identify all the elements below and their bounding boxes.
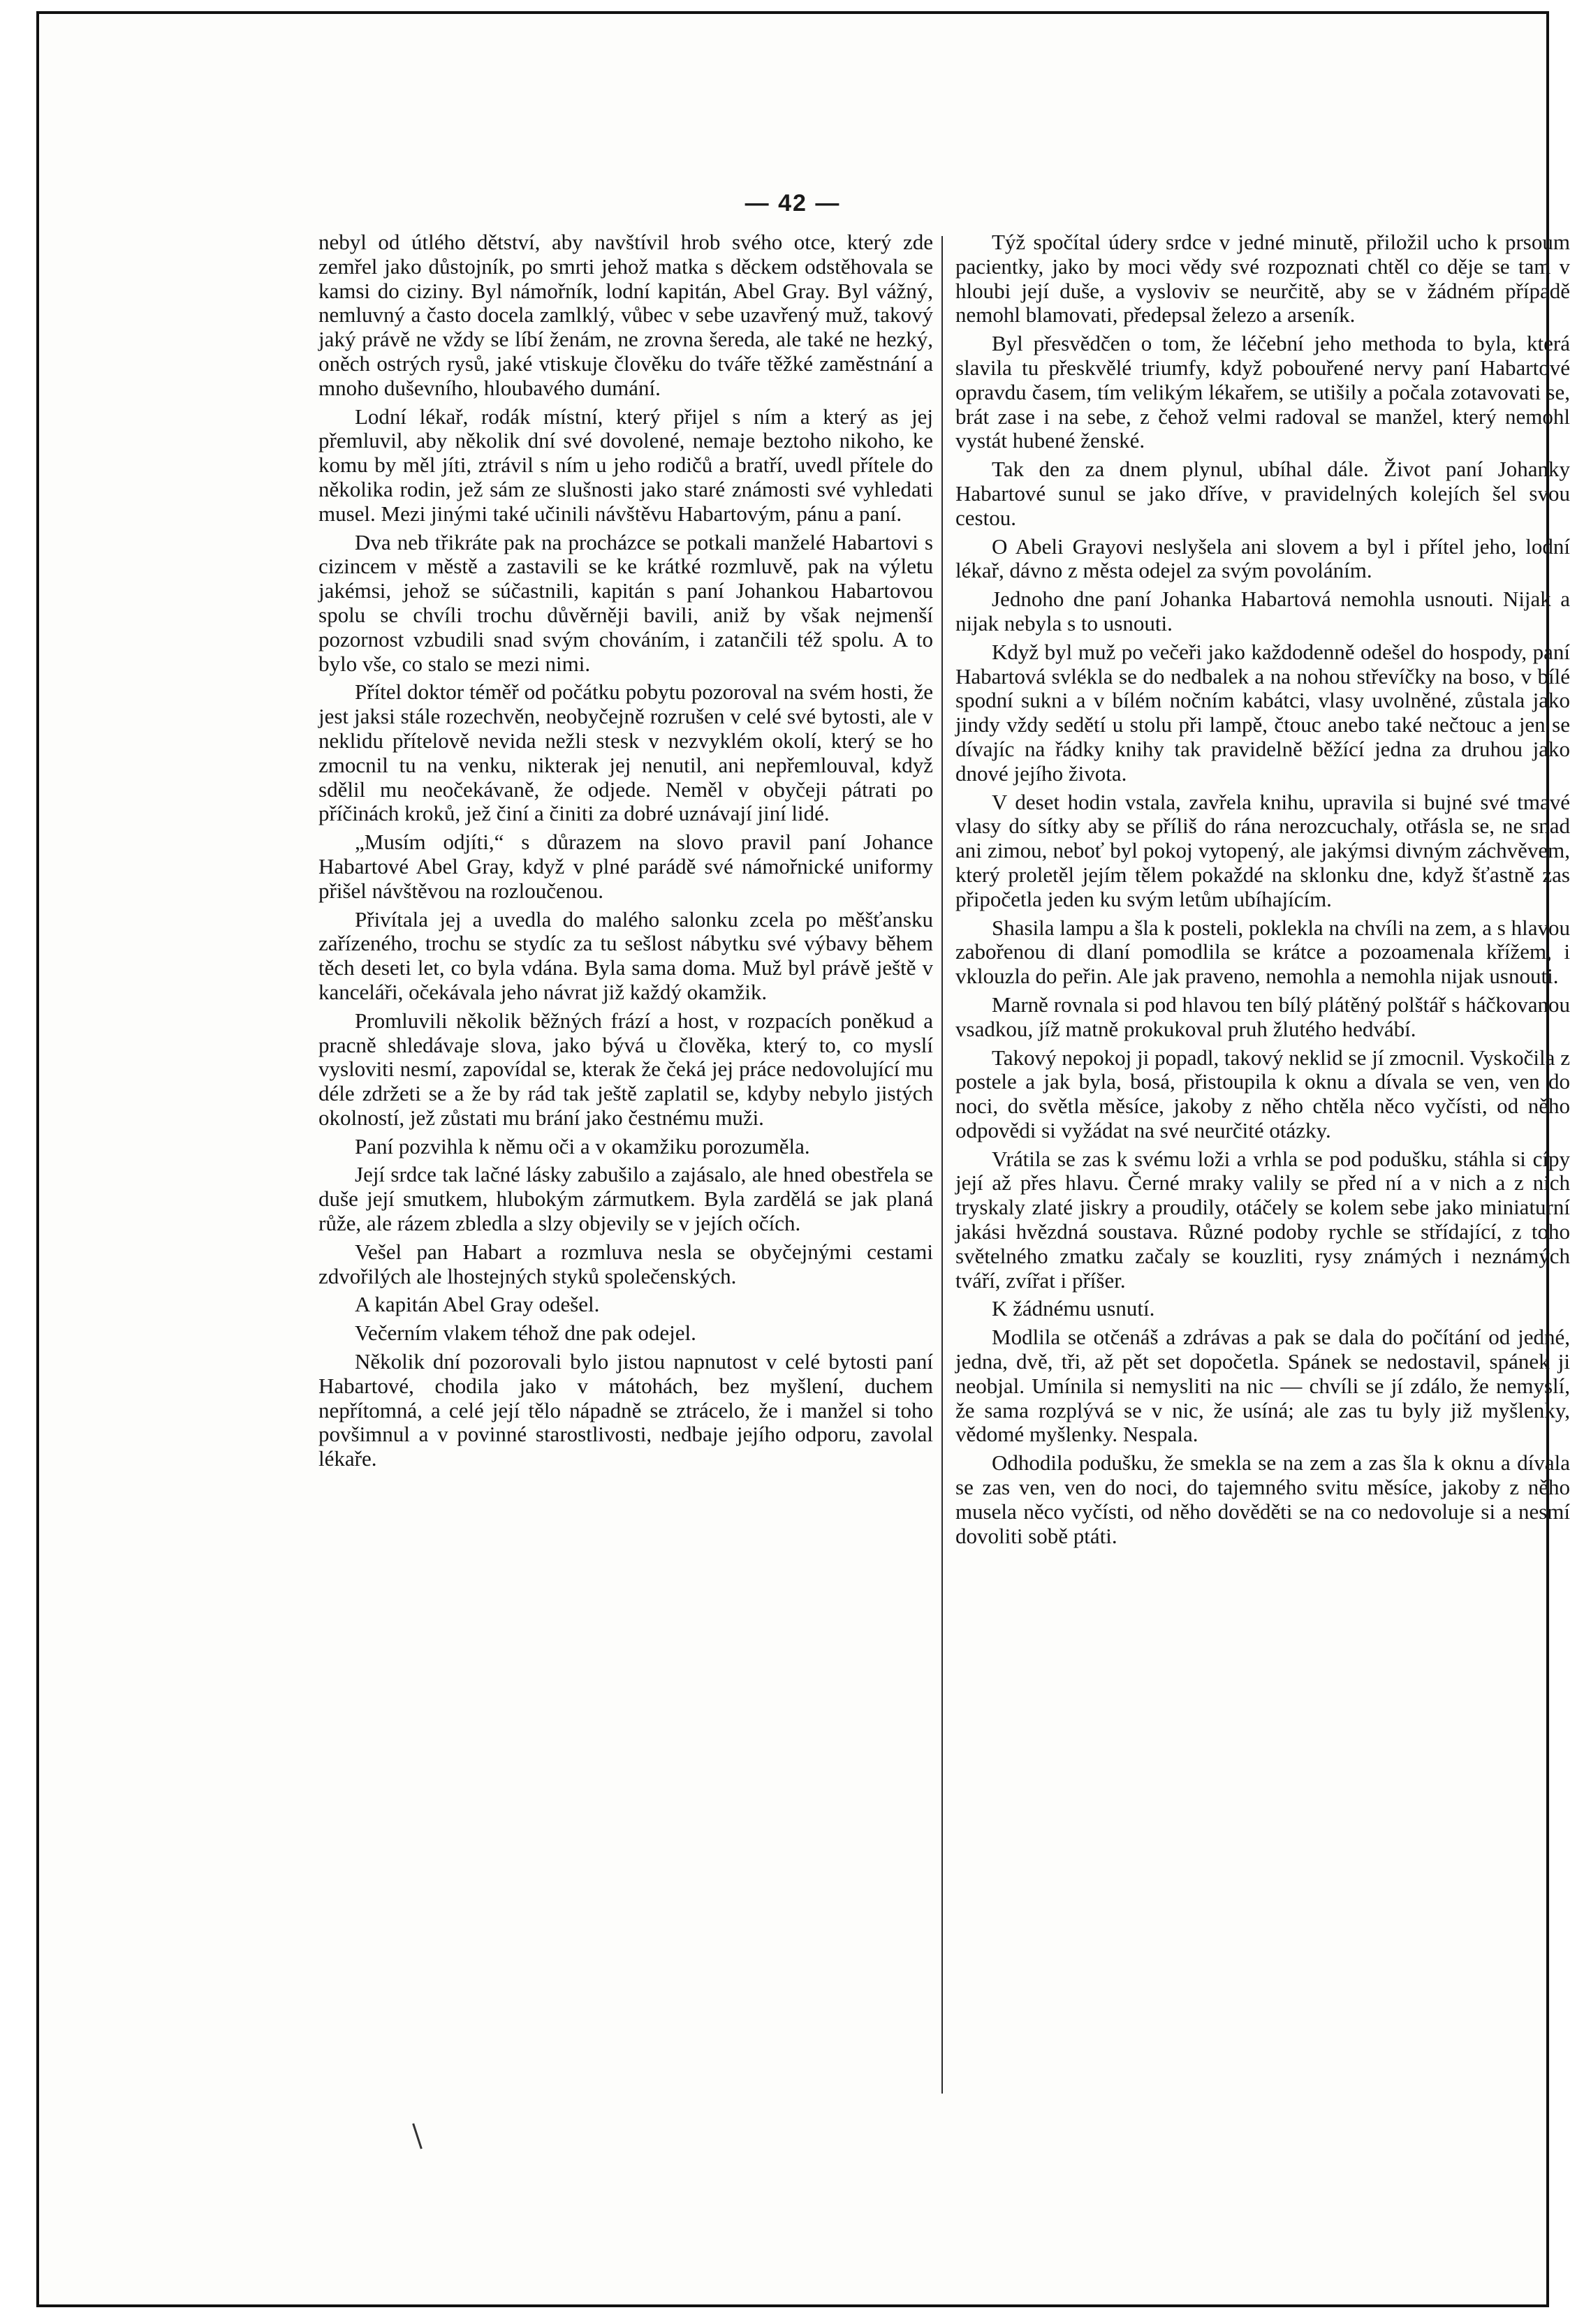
paragraph: A kapitán Abel Gray odešel. [355,1292,600,1317]
paragraph: nebyl od útlého dětství, aby navštívil hrob svého otce, který zde zemřel jako důstojník, po smrti jehož matka s děckem odstěhovala se kamsi do ciziny. Byl námořník, lodní kapitán, Abel Gray. Byl vážný, nemluvný a často docela zamlklý, vůbec v sebe uzavřený muž, takový jaký právě ne vždy se líbí ženám, ne zrovna šereda, ale také ne hezký, oněch ostrých rysů, jaké vtiskuje člověku do tváře těžké zaměstnání a mnoho duševního, hloubavého dumání. [318,230,933,400]
paragraph: Jednoho dne paní Johanka Habartová nemohla usnouti. Nijak a nijak nebyla s to usnouti. [955,587,1570,635]
paragraph: „Musím odjíti,“ s důrazem na slovo pravil paní Johance Habartové Abel Gray, když v plné parádě své námořnické uniformy přišel návštěvou na rozloučenou. [318,830,933,903]
paragraph: Odhodila podušku, že smekla se na zem a zas šla k oknu a dívala se zas ven, ven do noci, do tajemného svitu měsíce, jakoby z něho musela něco vyčísti, od něho dověděti se na co nedovoluje si a nesmí dovoliti sobě ptáti. [955,1450,1570,1548]
paragraph: Týž spočítal údery srdce v jedné minutě, přiložil ucho k prsoum pacientky, jako by moci vědy své rozpoznati chtěl co děje se tam v hloubi její duše, a vysloviv se neurčitě, aby se v žádném případě nemohl blamovati, předepsal železo a arseník. [955,230,1570,328]
paragraph: Paní pozvihla k němu oči a v okamžiku porozuměla. [355,1133,810,1159]
paragraph: Vrátila se zas k svému loži a vrhla se pod podušku, stáhla si cípy její až přes hlavu. Černé mraky valily se před ní a v nich a z nich tryskaly zlaté jiskry a proudily, otáčely se kolem sebe jako miniaturní jakási hvězdná soustava. Různé podoby rychle se střídající, z toho světelného zmatku začaly se kouzliti, rysy známých i neznámých tváří, zvířat i příšer. [955,1146,1570,1293]
paragraph: Její srdce tak lačné lásky zabušilo a zajásalo, ale hned obestřela se duše její smutkem, hlubokým zármutkem. Byla zardělá se jak planá růže, ale rázem zbledla a slzy objevily se v jejích očích. [318,1162,933,1236]
newspaper-page [36,11,1570,2307]
paragraph: Modlila se otčenáš a zdrávas a pak se dala do počítání od jedné, jedna, dvě, tři, až pět set dopočetla. Spánek se nedostavil, spánek ji neobjal. Umínila si nemysliti na nic — chvíli se jí zdálo, že nemyslí, že sama rozplývá se v nic, že usíná; ale zas tu byly již myšlenky, vědomé myšlenky. Nespala. [955,1325,1570,1447]
paragraph: Vešel pan Habart a rozmluva nesla se obyčejnými cestami zdvořilých ale lhostejných styků společenských. [318,1239,933,1288]
paragraph: Večerním vlakem téhož dne pak odejel. [355,1321,696,1346]
left-column [318,230,933,2144]
right-column [955,230,1570,2102]
paragraph: Promluvili několik běžných frází a host, v rozpacích poněkud a pracně shledávaje slova, jako bývá u člověka, který to, co myslí vysloviti nesmí, zapovídal se, kterak že čeká jej práce nedovolující mu déle zdržeti se a že by rád tak ještě zaplatil se, kdyby nebylo jistých okolností, jež zůstati mu brání jako čestnému muži. [318,1008,933,1130]
paragraph: Tak den za dnem plynul, ubíhal dále. Život paní Johanky Habartové sunul se jako dříve, v pravidelných kolejích šel svou cestou. [955,457,1570,530]
paragraph: K žádnému usnutí. [992,1296,1155,1321]
paragraph: O Abeli Grayovi neslyšela ani slovem a byl i přítel jeho, lodní lékař, dávno z města odejel za svým povoláním. [955,534,1570,583]
paragraph: Byl přesvědčen o tom, že léčební jeho methoda to byla, která slavila tu přeskvělé triumfy, když pobouřené nervy paní Habartové opravdu časem, tím velikým lékařem, se utišily a počala zotavovati se, brát zase i na sebe, z čehož velmi radoval se manžel, který nemohl vystát hubené ženské. [955,331,1570,453]
paragraph: Marně rovnala si pod hlavou ten bílý plátěný polštář s háčkovanou vsadkou, jíž matně prokukoval pruh žlutého hedvábí. [955,992,1570,1041]
paragraph: Dva neb třikráte pak na procházce se potkali manželé Habartovi s cizincem v městě a zastavili se ke krátké rozmluvě, pak na výletu jakémsi, jehož se súčastnili, kapitán s paní Johankou Habartovou spolu se chvíli trochu důvěrněji bavili, aniž by však nejmenší pozornost vzbudili snad svým chováním, i zatančili též spolu. A to bylo vše, co stalo se mezi nimi. [318,529,933,676]
column-divider [941,236,943,2094]
paragraph: Přítel doktor téměř od počátku pobytu pozoroval na svém hosti, že jest jaksi stále rozechvěn, neobyčejně rozrušen v celé své bytosti, ale v neklidu přítelově nevida nežli stesk v nezvyklém okolí, který se ho zmocnil tu na venku, nikterak jej nenutil, ani nepřemlouval, když sdělil mu neočekávaně, že odjede. Neměl v obyčeji pátrati po příčinách kroků, jež činí a činiti za dobré uznávají jiní lidé. [318,679,933,826]
paragraph: V deset hodin vstala, zavřela knihu, upravila si bujné své tmavé vlasy do sítky aby se příliš do rána nerozcuchaly, otřásla se, ne snad ani zimou, neboť byl pokoj vytopený, ale jakýmsi divným záchvěvem, který proletěl jejím tělem pokaždé na sklonku dne, když šťastně zas připočetla jeden ku svým letům ubíhajícím. [955,789,1570,911]
paragraph: Lodní lékař, rodák místní, který přijel s ním a který as jej přemluvil, aby několik dní své dovolené, nemaje beztoho nikoho, ke komu by měl jíti, ztrávil s ním u jeho rodičů a bratří, uvedl přítele do několika rodin, jež sám ze slušnosti jako staré známosti své vyhledati musel. Mezi jinými také učinili návštěvu Habartovým, pánu a paní. [318,404,933,526]
page-number: — 42 — [745,190,841,216]
paragraph: Když byl muž po večeři jako každodenně odešel do hospody, paní Habartová svlékla se do nedbalek a na nohou střevíčky na boso, v bílé spodní sukni a v bílém nočním kabátci, vlasy uvolněné, zůstala jako jindy vždy sedětí u stolu při lampě, čtouc anebo také nečtouc a jen se dívajíc na řádky knihy tak pravidelně běžící jedna za druhou jako dnové jejího života. [955,639,1570,786]
paragraph: Několik dní pozorovali bylo jistou napnutost v celé bytosti paní Habartové, chodila jako v mátohách, bez myšlení, duchem nepřítomná, a celé její tělo nápadně se ztrácelo, že i manžel si toho povšimnul a v povinné starostlivosti, nedbaje jejího odporu, zavolal lékaře. [318,1349,933,1471]
paragraph: Takový nepokoj ji popadl, takový neklid se jí zmocnil. Vyskočila z postele a jak byla, bosá, přistoupila k oknu a dívala se ven, ven do noci, do světla měsíce, jakoby z něho chtěla něco vyčísti, od něho odpovědi si vyžádat na své neurčité otázky. [955,1045,1570,1142]
paragraph: Shasila lampu a šla k posteli, poklekla na chvíli na zem, a s hlavou zabořenou di dlaní pomodlila se krátce a pozoamenala křížem, i vklouzla do peřin. Ale jak praveno, nemohla a nemohla nijak usnouti. [955,915,1570,989]
paragraph: Přivítala jej a uvedla do malého salonku zcela po měšťansku zařízeného, trochu se stydíc za tu sešlost nábytku své výbavy během těch deseti let, co byla vdána. Byla sama doma. Muž byl právě ještě v kanceláři, očekávala jeho návrat již každý okamžik. [318,906,933,1004]
